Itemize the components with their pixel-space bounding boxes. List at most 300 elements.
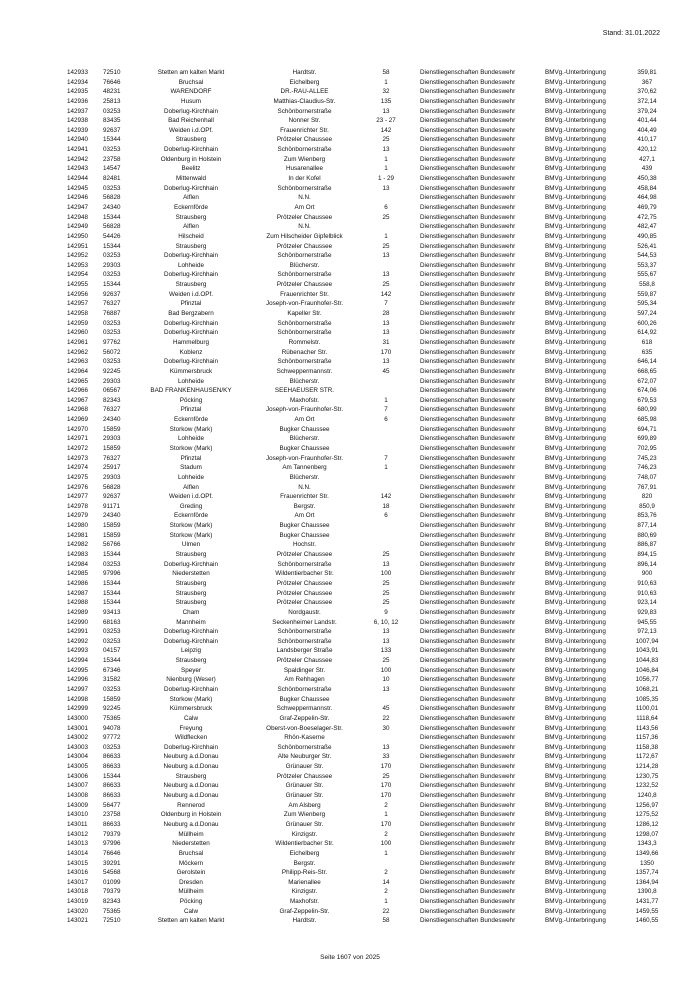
cell-city: Gerolstein bbox=[176, 869, 206, 877]
cell-value: 526,41 bbox=[637, 242, 657, 250]
cell-usage: BMVg.-Unterbringung bbox=[545, 107, 606, 115]
cell-value: 672,07 bbox=[637, 377, 657, 385]
cell-street: Schweppermannstr. bbox=[276, 367, 333, 375]
cell-usage: BMVg.-Unterbringung bbox=[545, 184, 606, 192]
cell-street: Zum Hilscheider Gipfelblick bbox=[266, 232, 343, 240]
cell-property-type: Dienstliegenschaften Bundeswehr bbox=[420, 512, 516, 520]
cell-house-number: 1 bbox=[384, 232, 388, 240]
table-row bbox=[67, 733, 667, 743]
table-row bbox=[67, 415, 667, 425]
cell-usage: BMVg.-Unterbringung bbox=[545, 435, 606, 443]
cell-postal-code: 68163 bbox=[103, 618, 121, 626]
cell-usage: BMVg.-Unterbringung bbox=[545, 502, 606, 510]
cell-spacer bbox=[410, 752, 420, 762]
cell-street: Marienallee bbox=[288, 878, 321, 886]
cell-postal-code: 97996 bbox=[103, 840, 121, 848]
cell-value: 558,8 bbox=[639, 281, 655, 289]
cell-city: Lohheide bbox=[178, 473, 204, 481]
cell-id: 142986 bbox=[67, 579, 89, 587]
cell-street: Prötzeler Chaussee bbox=[276, 213, 333, 221]
cell-usage: BMVg.-Unterbringung bbox=[545, 647, 606, 655]
cell-id: 142997 bbox=[67, 686, 89, 693]
cell-usage: BMVg.-Unterbringung bbox=[545, 560, 606, 568]
cell-id: 142956 bbox=[67, 290, 89, 298]
cell-city: Weiden i.d.OPf. bbox=[169, 493, 213, 501]
cell-value: 1118,64 bbox=[636, 714, 658, 722]
cell-usage: BMVg.-Unterbringung bbox=[545, 175, 606, 183]
cell-city: Niederstetten bbox=[172, 570, 210, 578]
cell-id: 143007 bbox=[67, 782, 89, 790]
cell-id: 142998 bbox=[67, 695, 89, 703]
cell-street: Bugker Chaussee bbox=[279, 531, 330, 539]
cell-usage: BMVg.-Unterbringung bbox=[545, 155, 606, 163]
cell-city: Mannheim bbox=[176, 618, 206, 626]
cell-id: 142981 bbox=[67, 531, 89, 539]
cell-spacer bbox=[410, 232, 420, 242]
cell-house-number: 6 bbox=[384, 203, 388, 211]
table-row bbox=[67, 126, 667, 136]
cell-postal-code: 76646 bbox=[103, 849, 121, 857]
cell-spacer bbox=[410, 685, 420, 695]
cell-postal-code: 15344 bbox=[103, 213, 121, 221]
cell-property-type: Dienstliegenschaften Bundeswehr bbox=[420, 608, 516, 616]
cell-property-type: Dienstliegenschaften Bundeswehr bbox=[420, 724, 516, 732]
cell-spacer bbox=[410, 859, 420, 869]
cell-value: 553,37 bbox=[637, 261, 657, 269]
page-number: Seite 1607 von 2025 bbox=[320, 954, 380, 961]
cell-street: Hochstr. bbox=[292, 541, 317, 549]
cell-value: 635 bbox=[641, 348, 653, 356]
cell-value: 748,07 bbox=[637, 473, 657, 481]
cell-street: Schönbornerstraße bbox=[277, 560, 332, 568]
cell-usage: BMVg.-Unterbringung bbox=[545, 290, 606, 298]
cell-value: 1085,35 bbox=[635, 695, 659, 703]
cell-house-number: 9 bbox=[384, 608, 388, 616]
cell-spacer bbox=[410, 540, 420, 550]
cell-value: 1240,8 bbox=[637, 792, 657, 800]
cell-house-number bbox=[362, 261, 410, 271]
cell-property-type: Dienstliegenschaften Bundeswehr bbox=[420, 493, 516, 501]
cell-city: Bruchsal bbox=[178, 849, 204, 857]
cell-spacer bbox=[410, 377, 420, 387]
cell-value: 1157,36 bbox=[635, 734, 659, 742]
cell-id: 142948 bbox=[67, 213, 89, 221]
cell-value: 464,98 bbox=[637, 194, 657, 202]
cell-house-number: 1 bbox=[384, 396, 388, 404]
cell-usage: BMVg.-Unterbringung bbox=[545, 126, 606, 134]
cell-spacer bbox=[410, 242, 420, 252]
cell-spacer bbox=[410, 849, 420, 859]
cell-id: 143017 bbox=[67, 878, 89, 886]
cell-value: 1230,75 bbox=[635, 772, 659, 780]
cell-usage: BMVg.-Unterbringung bbox=[545, 743, 606, 751]
cell-city: Strausberg bbox=[175, 599, 207, 607]
cell-street: Blücherstr. bbox=[289, 377, 320, 385]
cell-city: Greding bbox=[179, 502, 203, 510]
cell-postal-code: 92637 bbox=[103, 126, 121, 134]
cell-value: 680,99 bbox=[637, 406, 657, 414]
cell-property-type: Dienstliegenschaften Bundeswehr bbox=[420, 367, 516, 375]
cell-city: Stetten am kalten Markt bbox=[157, 917, 225, 925]
cell-property-type: Dienstliegenschaften Bundeswehr bbox=[420, 560, 516, 568]
cell-city: Storkow (Mark) bbox=[169, 695, 213, 703]
cell-city: Neuburg a.d.Donau bbox=[163, 753, 219, 761]
cell-postal-code: 03253 bbox=[103, 319, 121, 327]
cell-id: 142936 bbox=[67, 97, 89, 105]
cell-city: Alflen bbox=[183, 223, 199, 231]
cell-spacer bbox=[410, 386, 420, 396]
cell-value: 1007,94 bbox=[635, 637, 659, 645]
cell-spacer bbox=[410, 618, 420, 628]
cell-postal-code: 15344 bbox=[103, 281, 121, 289]
cell-spacer bbox=[410, 598, 420, 608]
cell-city: Bad Reichenhall bbox=[168, 117, 214, 125]
cell-property-type: Dienstliegenschaften Bundeswehr bbox=[420, 820, 516, 828]
cell-id: 142955 bbox=[67, 281, 89, 289]
cell-street: Bugker Chaussee bbox=[279, 444, 330, 452]
cell-usage: BMVg.-Unterbringung bbox=[545, 608, 606, 616]
cell-house-number bbox=[362, 473, 410, 483]
cell-city: Storkow (Mark) bbox=[169, 444, 213, 452]
cell-house-number: 13 bbox=[382, 329, 390, 337]
table-row bbox=[67, 550, 667, 560]
cell-postal-code: 92637 bbox=[103, 290, 121, 298]
cell-postal-code: 97772 bbox=[103, 734, 121, 742]
table-row bbox=[67, 724, 667, 734]
cell-value: 458,84 bbox=[637, 184, 657, 192]
cell-postal-code: 29303 bbox=[103, 435, 121, 443]
cell-street: Zum Wienberg bbox=[283, 155, 326, 163]
cell-street: Alte Neuburger Str. bbox=[277, 753, 332, 761]
cell-usage: BMVg.-Unterbringung bbox=[545, 512, 606, 520]
cell-id: 142951 bbox=[67, 242, 89, 250]
cell-street: Blücherstr. bbox=[289, 261, 320, 269]
table-row bbox=[67, 830, 667, 840]
cell-street: N.N. bbox=[298, 223, 311, 231]
cell-usage: BMVg.-Unterbringung bbox=[545, 657, 606, 665]
table-row bbox=[67, 704, 667, 714]
table-row bbox=[67, 377, 667, 387]
cell-usage: BMVg.-Unterbringung bbox=[545, 666, 606, 674]
cell-value: 894,15 bbox=[637, 551, 657, 559]
cell-id: 142940 bbox=[67, 136, 89, 144]
cell-id: 142937 bbox=[67, 107, 89, 115]
cell-spacer bbox=[410, 309, 420, 319]
table-row bbox=[67, 752, 667, 762]
cell-city: Neuburg a.d.Donau bbox=[163, 820, 219, 828]
cell-spacer bbox=[410, 261, 420, 271]
cell-house-number bbox=[362, 483, 410, 493]
table-row bbox=[67, 319, 667, 329]
cell-house-number: 1 bbox=[384, 155, 388, 163]
cell-usage: BMVg.-Unterbringung bbox=[545, 628, 606, 636]
cell-usage: BMVg.-Unterbringung bbox=[545, 387, 606, 395]
cell-usage: BMVg.-Unterbringung bbox=[545, 705, 606, 713]
cell-property-type: Dienstliegenschaften Bundeswehr bbox=[420, 502, 516, 510]
cell-street: Nordgaustr. bbox=[288, 608, 321, 616]
cell-city: Speyer bbox=[181, 666, 201, 674]
cell-id: 142934 bbox=[67, 78, 89, 86]
cell-property-type: Dienstliegenschaften Bundeswehr bbox=[420, 473, 516, 481]
cell-usage: BMVg.-Unterbringung bbox=[545, 252, 606, 260]
cell-value: 853,76 bbox=[637, 512, 657, 520]
cell-spacer bbox=[410, 213, 420, 223]
table-row bbox=[67, 627, 667, 637]
cell-street: Joseph-von-Fraunhofer-Str. bbox=[266, 454, 343, 462]
cell-spacer bbox=[410, 569, 420, 579]
cell-postal-code: 75365 bbox=[103, 907, 121, 915]
cell-city: Strausberg bbox=[175, 772, 207, 780]
cell-street: Schönbornerstraße bbox=[277, 743, 332, 751]
cell-city: Storkow (Mark) bbox=[169, 531, 213, 539]
cell-usage: BMVg.-Unterbringung bbox=[545, 146, 606, 154]
cell-value: 372,14 bbox=[637, 97, 657, 105]
cell-usage: BMVg.-Unterbringung bbox=[545, 599, 606, 607]
cell-city: Husum bbox=[181, 97, 201, 105]
cell-value: 880,69 bbox=[637, 531, 657, 539]
cell-property-type: Dienstliegenschaften Bundeswehr bbox=[420, 753, 516, 761]
cell-city: Pöcking bbox=[179, 396, 203, 404]
cell-property-type: Dienstliegenschaften Bundeswehr bbox=[420, 435, 516, 443]
cell-postal-code: 15344 bbox=[103, 242, 121, 250]
cell-city: Lohheide bbox=[178, 261, 204, 269]
cell-id: 143003 bbox=[67, 743, 89, 751]
table-row bbox=[67, 328, 667, 338]
cell-property-type: Dienstliegenschaften Bundeswehr bbox=[420, 483, 516, 491]
cell-house-number: 58 bbox=[382, 69, 390, 76]
cell-spacer bbox=[410, 830, 420, 840]
cell-usage: BMVg.-Unterbringung bbox=[545, 338, 606, 346]
cell-spacer bbox=[410, 521, 420, 531]
table-row bbox=[67, 116, 667, 126]
cell-spacer bbox=[410, 762, 420, 772]
cell-property-type: Dienstliegenschaften Bundeswehr bbox=[420, 522, 516, 530]
cell-house-number: 7 bbox=[384, 406, 388, 414]
cell-street: Schönbornerstraße bbox=[277, 637, 332, 645]
cell-postal-code: 56828 bbox=[103, 223, 121, 231]
cell-id: 143009 bbox=[67, 801, 89, 809]
cell-city: Alflen bbox=[183, 483, 199, 491]
cell-postal-code: 39291 bbox=[103, 859, 121, 867]
table-row bbox=[67, 251, 667, 261]
cell-house-number: 6, 10, 12 bbox=[373, 618, 399, 626]
cell-property-type: Dienstliegenschaften Bundeswehr bbox=[420, 444, 516, 452]
cell-usage: BMVg.-Unterbringung bbox=[545, 589, 606, 597]
cell-spacer bbox=[410, 270, 420, 280]
cell-id: 142950 bbox=[67, 232, 89, 240]
cell-id: 142949 bbox=[67, 223, 89, 231]
cell-house-number bbox=[362, 425, 410, 435]
cell-house-number: 1 bbox=[384, 464, 388, 472]
cell-house-number: 28 bbox=[382, 310, 390, 318]
cell-id: 142973 bbox=[67, 454, 89, 462]
cell-value: 559,87 bbox=[637, 290, 657, 298]
cell-id: 142933 bbox=[67, 69, 89, 76]
cell-id: 142963 bbox=[67, 358, 89, 366]
cell-spacer bbox=[410, 724, 420, 734]
cell-property-type: Dienstliegenschaften Bundeswehr bbox=[420, 107, 516, 115]
cell-street: Blücherstr. bbox=[289, 473, 320, 481]
cell-city: Pfinztal bbox=[180, 300, 202, 308]
cell-property-type: Dienstliegenschaften Bundeswehr bbox=[420, 801, 516, 809]
cell-city: Neuburg a.d.Donau bbox=[163, 782, 219, 790]
cell-property-type: Dienstliegenschaften Bundeswehr bbox=[420, 232, 516, 240]
cell-usage: BMVg.-Unterbringung bbox=[545, 425, 606, 433]
table-row bbox=[67, 868, 667, 878]
cell-spacer bbox=[410, 897, 420, 907]
cell-street: Hardtstr. bbox=[292, 69, 317, 76]
table-row bbox=[67, 646, 667, 656]
cell-street: N.N. bbox=[298, 483, 311, 491]
table-row bbox=[67, 261, 667, 271]
cell-value: 1431,77 bbox=[635, 898, 659, 906]
cell-spacer bbox=[410, 193, 420, 203]
cell-house-number bbox=[362, 521, 410, 531]
cell-postal-code: 76646 bbox=[103, 78, 121, 86]
cell-postal-code: 15344 bbox=[103, 551, 121, 559]
cell-house-number: 7 bbox=[384, 454, 388, 462]
cell-id: 142967 bbox=[67, 396, 89, 404]
cell-city: Doberlug-Kirchhain bbox=[164, 637, 218, 645]
cell-house-number bbox=[362, 377, 410, 387]
cell-spacer bbox=[410, 444, 420, 454]
cell-value: 972,13 bbox=[637, 628, 657, 636]
cell-value: 699,89 bbox=[637, 435, 657, 443]
cell-postal-code: 15859 bbox=[103, 425, 121, 433]
cell-spacer bbox=[410, 492, 420, 502]
cell-city: Wildflecken bbox=[174, 734, 208, 742]
cell-property-type: Dienstliegenschaften Bundeswehr bbox=[420, 261, 516, 269]
cell-city: Pfinztal bbox=[180, 454, 202, 462]
cell-street: Schönbornerstraße bbox=[277, 319, 332, 327]
cell-property-type: Dienstliegenschaften Bundeswehr bbox=[420, 541, 516, 549]
cell-city: Lohheide bbox=[178, 377, 204, 385]
cell-city: Strausberg bbox=[175, 136, 207, 144]
table-row bbox=[67, 675, 667, 685]
cell-city: Doberlug-Kirchhain bbox=[164, 184, 218, 192]
cell-postal-code: 54568 bbox=[103, 869, 121, 877]
cell-property-type: Dienstliegenschaften Bundeswehr bbox=[420, 155, 516, 163]
cell-city: Pfinztal bbox=[180, 406, 202, 414]
cell-value: 401,44 bbox=[637, 117, 657, 125]
cell-city: Calw bbox=[184, 714, 198, 722]
cell-city: Stadum bbox=[180, 464, 202, 472]
cell-street: Blücherstr. bbox=[289, 435, 320, 443]
cell-value: 597,24 bbox=[637, 310, 657, 318]
cell-postal-code: 29303 bbox=[103, 261, 121, 269]
cell-id: 142992 bbox=[67, 637, 89, 645]
cell-usage: BMVg.-Unterbringung bbox=[545, 618, 606, 626]
cell-property-type: Dienstliegenschaften Bundeswehr bbox=[420, 676, 516, 684]
cell-postal-code: 03253 bbox=[103, 271, 121, 279]
cell-value: 679,53 bbox=[637, 396, 657, 404]
cell-street: Schönbornerstraße bbox=[277, 252, 332, 260]
cell-spacer bbox=[410, 328, 420, 338]
cell-house-number: 1 bbox=[384, 849, 388, 857]
cell-property-type: Dienstliegenschaften Bundeswehr bbox=[420, 734, 516, 742]
cell-usage: BMVg.-Unterbringung bbox=[545, 232, 606, 240]
cell-id: 142954 bbox=[67, 271, 89, 279]
table-row bbox=[67, 338, 667, 348]
cell-value: 1046,84 bbox=[635, 666, 659, 674]
cell-postal-code: 15859 bbox=[103, 522, 121, 530]
cell-postal-code: 94078 bbox=[103, 724, 121, 732]
cell-property-type: Dienstliegenschaften Bundeswehr bbox=[420, 252, 516, 260]
table-row bbox=[67, 222, 667, 232]
cell-usage: BMVg.-Unterbringung bbox=[545, 319, 606, 327]
cell-id: 143002 bbox=[67, 734, 89, 742]
cell-city: Doberlug-Kirchhain bbox=[164, 107, 218, 115]
cell-street: SEEHAEUSER STR. bbox=[274, 387, 335, 395]
cell-usage: BMVg.-Unterbringung bbox=[545, 483, 606, 491]
cell-property-type: Dienstliegenschaften Bundeswehr bbox=[420, 705, 516, 713]
cell-spacer bbox=[410, 550, 420, 560]
cell-value: 420,12 bbox=[637, 146, 657, 154]
cell-usage: BMVg.-Unterbringung bbox=[545, 772, 606, 780]
cell-city: Dresden bbox=[179, 878, 203, 886]
cell-city: Oldenburg in Holstein bbox=[160, 155, 222, 163]
cell-property-type: Dienstliegenschaften Bundeswehr bbox=[420, 898, 516, 906]
cell-house-number: 100 bbox=[380, 666, 392, 674]
cell-usage: BMVg.-Unterbringung bbox=[545, 724, 606, 732]
cell-house-number: 13 bbox=[382, 560, 390, 568]
cell-id: 142991 bbox=[67, 628, 89, 636]
cell-postal-code: 29303 bbox=[103, 473, 121, 481]
table-row bbox=[67, 232, 667, 242]
table-row bbox=[67, 849, 667, 859]
cell-city: Weiden i.d.OPf. bbox=[169, 126, 213, 134]
cell-property-type: Dienstliegenschaften Bundeswehr bbox=[420, 830, 516, 838]
cell-usage: BMVg.-Unterbringung bbox=[545, 69, 606, 76]
cell-property-type: Dienstliegenschaften Bundeswehr bbox=[420, 869, 516, 877]
cell-street: Kinzigstr. bbox=[291, 830, 318, 838]
table-row bbox=[67, 454, 667, 464]
table-row bbox=[67, 772, 667, 782]
cell-spacer bbox=[410, 820, 420, 830]
cell-postal-code: 86633 bbox=[103, 753, 121, 761]
cell-value: 614,92 bbox=[637, 329, 657, 337]
cell-property-type: Dienstliegenschaften Bundeswehr bbox=[420, 647, 516, 655]
cell-id: 142972 bbox=[67, 444, 89, 452]
cell-property-type: Dienstliegenschaften Bundeswehr bbox=[420, 551, 516, 559]
table-row bbox=[67, 203, 667, 213]
cell-street: Hardtstr. bbox=[292, 917, 317, 925]
cell-spacer bbox=[410, 791, 420, 801]
table-row bbox=[67, 839, 667, 849]
cell-value: 745,23 bbox=[637, 454, 657, 462]
cell-usage: BMVg.-Unterbringung bbox=[545, 551, 606, 559]
cell-id: 142985 bbox=[67, 570, 89, 578]
cell-id: 142941 bbox=[67, 146, 89, 154]
cell-street: Joseph-von-Fraunhofer-Str. bbox=[266, 300, 343, 308]
cell-id: 143008 bbox=[67, 792, 89, 800]
cell-spacer bbox=[410, 97, 420, 107]
cell-usage: BMVg.-Unterbringung bbox=[545, 358, 606, 366]
cell-id: 143020 bbox=[67, 907, 89, 915]
cell-house-number: 13 bbox=[382, 184, 390, 192]
cell-property-type: Dienstliegenschaften Bundeswehr bbox=[420, 743, 516, 751]
cell-house-number: 2 bbox=[384, 888, 388, 896]
cell-city: Strausberg bbox=[175, 281, 207, 289]
cell-street: Grünauer Str. bbox=[285, 763, 324, 771]
cell-property-type: Dienstliegenschaften Bundeswehr bbox=[420, 416, 516, 424]
table-row bbox=[67, 87, 667, 97]
cell-postal-code: 97762 bbox=[103, 338, 121, 346]
cell-postal-code: 86633 bbox=[103, 820, 121, 828]
cell-postal-code: 03253 bbox=[103, 560, 121, 568]
cell-postal-code: 67346 bbox=[103, 666, 121, 674]
cell-property-type: Dienstliegenschaften Bundeswehr bbox=[420, 78, 516, 86]
